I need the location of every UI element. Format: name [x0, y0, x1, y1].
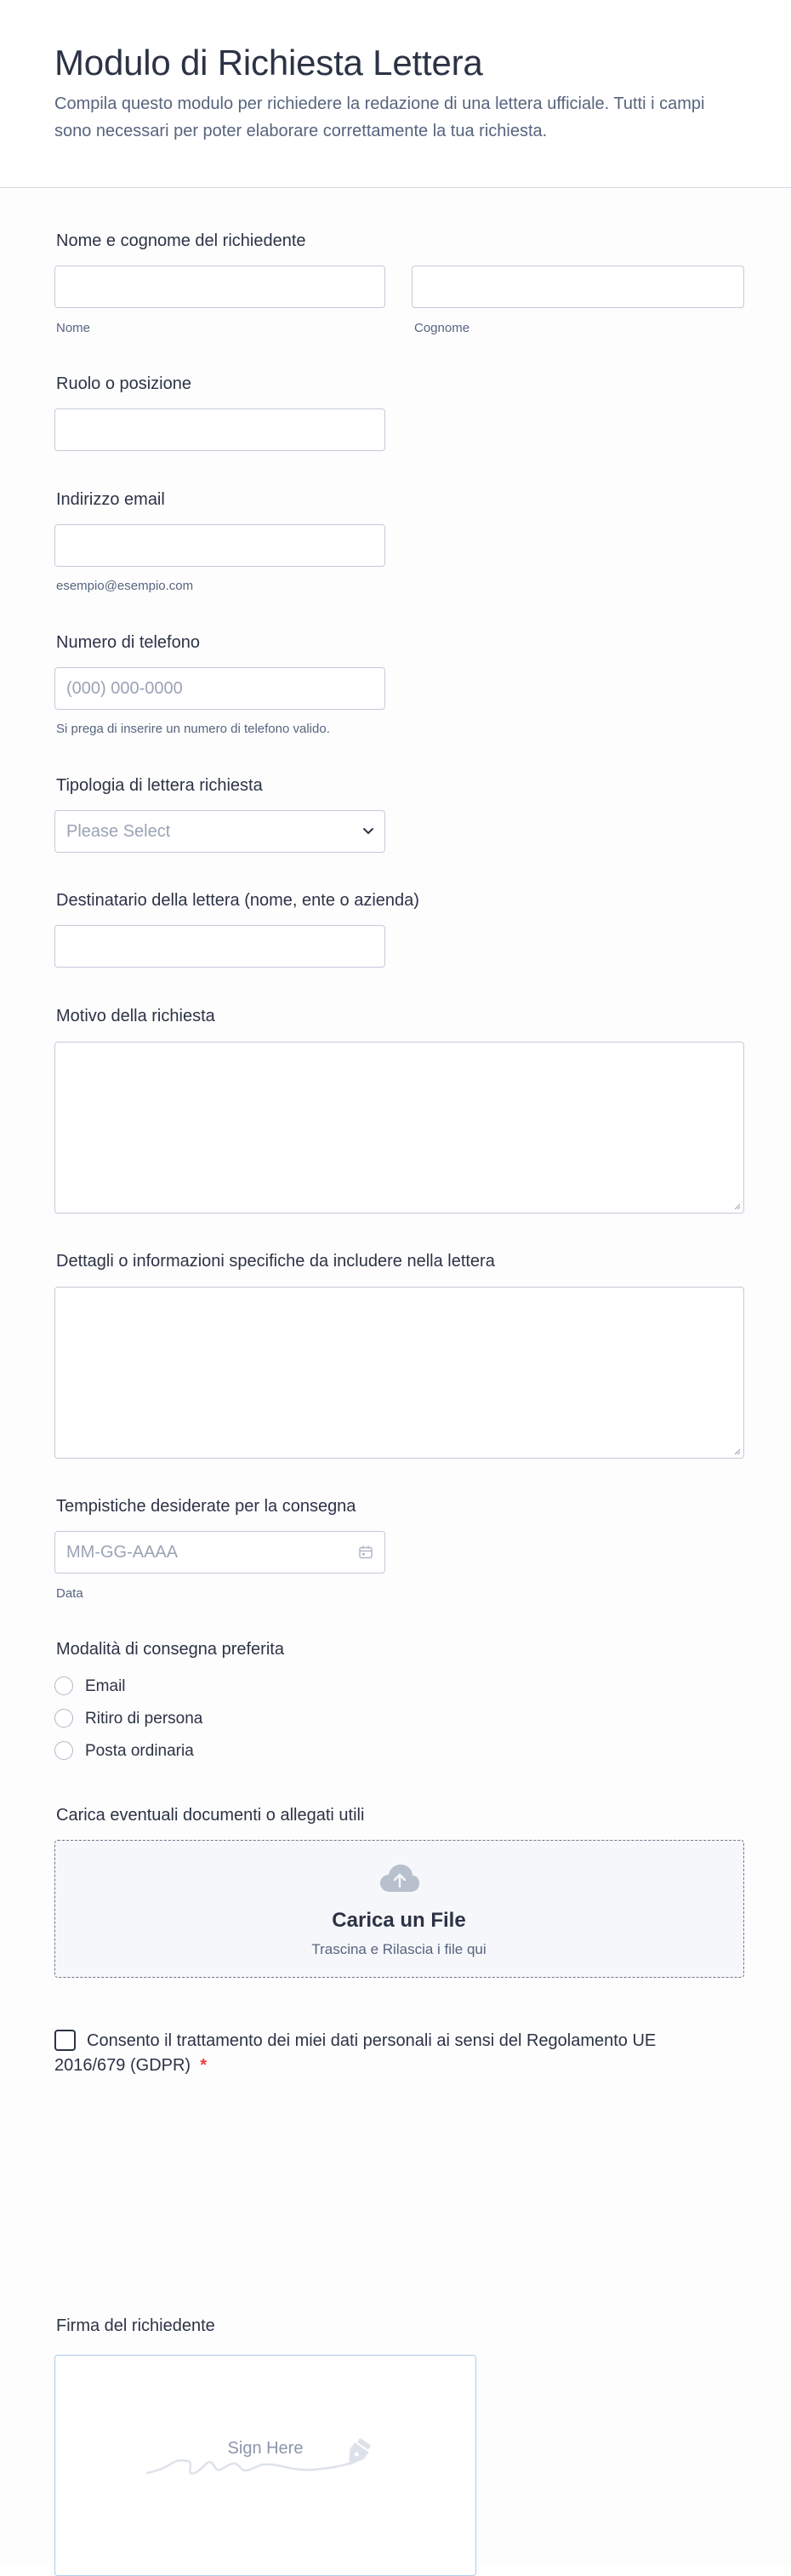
upload-hint: Trascina e Rilascia i file qui — [311, 1941, 487, 1957]
reason-label: Motivo della richiesta — [56, 1007, 215, 1025]
radio-button[interactable] — [54, 1709, 73, 1728]
role-label: Ruolo o posizione — [56, 374, 191, 393]
resize-grip-icon[interactable] — [732, 1447, 741, 1455]
phone-input[interactable] — [54, 667, 385, 710]
signature-label: Firma del richiedente — [56, 2316, 215, 2335]
details-label: Dettagli o informazioni specifiche da includere nella lettera — [56, 1252, 495, 1271]
letter-type-selected: Please Select — [66, 822, 171, 841]
delivery-date-placeholder: MM-GG-AAAA — [66, 1543, 179, 1562]
upload-title: Carica un File — [332, 1909, 466, 1932]
name-label: Nome e cognome del richiedente — [56, 231, 306, 250]
form-title: Modulo di Richiesta Lettera — [54, 43, 483, 83]
chevron-down-icon — [362, 827, 374, 836]
recipient-input[interactable] — [54, 925, 385, 968]
signature-pad[interactable] — [54, 2355, 476, 2576]
email-label: Indirizzo email — [56, 490, 165, 509]
resize-grip-icon[interactable] — [732, 1202, 741, 1210]
first-name-sublabel: Nome — [56, 321, 91, 335]
radio-button[interactable] — [54, 1741, 73, 1760]
phone-sublabel: Si prega di inserire un numero di telefono valido. — [56, 722, 330, 736]
radio-button[interactable] — [54, 1676, 73, 1695]
upload-label: Carica eventuali documenti o allegati utili — [56, 1806, 365, 1825]
first-name-input[interactable] — [54, 266, 385, 308]
email-input[interactable] — [54, 524, 385, 567]
last-name-sublabel: Cognome — [414, 321, 470, 335]
recipient-label: Destinatario della lettera (nome, ente o azienda) — [56, 891, 419, 910]
delivery-date-label: Tempistiche desiderate per la consegna — [56, 1497, 356, 1516]
delivery-method-label: Modalità di consegna preferita — [56, 1640, 284, 1659]
form-description: Compila questo modulo per richiedere la redazione di una lettera ufficiale. Tutti i campi sono necessari per poter elaborare correttamente la tua richiesta. — [54, 94, 705, 140]
phone-placeholder: (000) 000-0000 — [66, 679, 183, 698]
calendar-icon[interactable] — [358, 1545, 373, 1560]
phone-label: Numero di telefono — [56, 633, 200, 652]
consent-text — [54, 2029, 701, 2078]
letter-type-select[interactable] — [54, 810, 385, 853]
delivery-date-sublabel: Data — [56, 1586, 83, 1601]
radio-label: Ritiro di persona — [85, 1710, 203, 1728]
form-header — [0, 0, 791, 188]
signature-hint: Sign Here — [227, 2439, 304, 2458]
email-sublabel: esempio@esempio.com — [56, 579, 194, 593]
delivery-date-input[interactable] — [54, 1531, 385, 1574]
cloud-upload-icon — [378, 1863, 421, 1893]
radio-label: Posta ordinaria — [85, 1742, 194, 1760]
letter-type-label: Tipologia di lettera richiesta — [56, 776, 263, 795]
reason-textarea[interactable] — [54, 1042, 744, 1214]
details-textarea[interactable] — [54, 1287, 744, 1459]
role-input[interactable] — [54, 408, 385, 451]
file-upload-dropzone[interactable] — [54, 1840, 744, 1978]
consent-label: Consento il trattamento dei miei dati personali ai sensi del Regolamento UE 2016/679 (GDPR) — [54, 2031, 657, 2075]
required-asterisk: * — [200, 2056, 207, 2075]
radio-label: Email — [85, 1677, 126, 1695]
last-name-input[interactable] — [412, 266, 744, 308]
